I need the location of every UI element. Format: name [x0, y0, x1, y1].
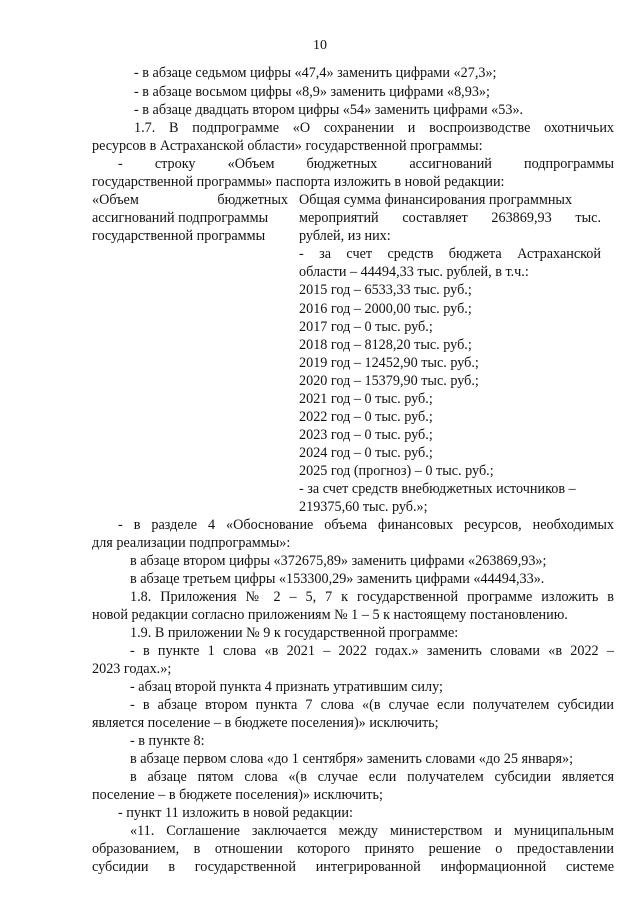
passport-right-cell-line: 2016 год – 2000,00 тыс. руб.; — [299, 301, 472, 317]
passport-left-cell-line: ассигнований подпрограммы — [92, 210, 269, 226]
text-line: является поселение – в бюджете поселения)» исключить; — [92, 715, 439, 731]
text-line: 1.9. В приложении № 9 к государственной программе: — [130, 625, 459, 641]
text-line: 1.8. Приложения № 2 – 5, 7 к государственной программе изложить в — [130, 589, 614, 605]
passport-right-cell-line: 2022 год – 0 тыс. руб.; — [299, 409, 433, 425]
passport-right-cell-line: 2019 год – 12452,90 тыс. руб.; — [299, 355, 479, 371]
text-line: субсидии в государственной интегрированной информационной системе — [92, 859, 614, 875]
passport-right-cell-line: 2023 год – 0 тыс. руб.; — [299, 427, 433, 443]
text-line: - в абзаце двадцать втором цифры «54» заменить цифрами «53». — [134, 102, 524, 118]
passport-right-cell-line: 219375,60 тыс. руб.»; — [299, 499, 428, 515]
page-number: 10 — [313, 38, 327, 53]
text-line: - в абзаце восьмом цифры «8,9» заменить цифрами «8,93»; — [134, 84, 490, 100]
text-line: в абзаце пятом слова «(в случае если получателем субсидии является — [130, 769, 614, 785]
text-line: поселение – в бюджете поселения)» исключить; — [92, 787, 383, 803]
passport-right-cell-line: Общая сумма финансирования программных — [299, 192, 573, 208]
text-line: образованием, в отношении которого принято решение о предоставлении — [92, 841, 614, 857]
passport-right-cell-line: 2020 год – 15379,90 тыс. руб.; — [299, 373, 479, 389]
text-line: «11. Соглашение заключается между министерством и муниципальным — [130, 823, 614, 839]
passport-right-cell-line: 2015 год – 6533,33 тыс. руб.; — [299, 282, 472, 298]
passport-left-cell-line: государственной программы — [92, 228, 266, 244]
text-line: в абзаце первом слова «до 1 сентября» заменить словами «до 25 января»; — [130, 751, 574, 767]
passport-right-cell-line: 2024 год – 0 тыс. руб.; — [299, 445, 433, 461]
text-line: - в абзаце седьмом цифры «47,4» заменить цифрами «27,3»; — [134, 65, 497, 81]
text-line: 1.7. В подпрограмме «О сохранении и воспроизводстве охотничьих — [134, 120, 614, 136]
text-line: в абзаце втором цифры «372675,89» заменить цифрами «263869,93»; — [130, 553, 547, 569]
text-line: - строку «Объем бюджетных ассигнований подпрограммы — [118, 156, 614, 172]
text-line: в абзаце третьем цифры «153300,29» заменить цифрами «44494,33». — [130, 571, 545, 587]
text-line: - в разделе 4 «Обоснование объема финансовых ресурсов, необходимых — [118, 517, 614, 533]
passport-right-cell-line: рублей, из них: — [299, 228, 391, 244]
text-line: государственной программы» паспорта изложить в новой редакции: — [92, 174, 505, 190]
passport-right-cell-line: 2017 год – 0 тыс. руб.; — [299, 319, 433, 335]
text-line: новой редакции согласно приложениям № 1 – 5 к настоящему постановлению. — [92, 607, 568, 623]
passport-right-cell-line: - за счет средств внебюджетных источников – — [299, 481, 576, 497]
text-line: - абзац второй пункта 4 признать утратившим силу; — [130, 679, 443, 695]
text-line: для реализации подпрограммы»: — [92, 535, 291, 551]
passport-right-cell-line: 2018 год – 8128,20 тыс. руб.; — [299, 337, 472, 353]
passport-right-cell-line: - за счет средств бюджета Астраханской — [299, 246, 601, 262]
passport-left-cell-line: «Объем бюджетных — [92, 192, 288, 208]
text-line: 2023 годах.»; — [92, 661, 172, 677]
passport-right-cell-line: 2025 год (прогноз) – 0 тыс. руб.; — [299, 463, 494, 479]
text-line: - в абзаце втором пункта 7 слова «(в случае если получателем субсидии — [130, 697, 614, 713]
text-line: - пункт 11 изложить в новой редакции: — [118, 805, 353, 821]
text-line: - в пункте 1 слова «в 2021 – 2022 годах.» заменить словами «в 2022 – — [130, 643, 614, 659]
text-line: - в пункте 8: — [130, 733, 205, 749]
passport-right-cell-line: области – 44494,33 тыс. рублей, в т.ч.: — [299, 264, 529, 280]
text-line: ресурсов в Астраханской области» государственной программы: — [92, 138, 483, 154]
passport-right-cell-line: 2021 год – 0 тыс. руб.; — [299, 391, 433, 407]
passport-right-cell-line: мероприятий составляет 263869,93 тыс. — [299, 210, 601, 226]
